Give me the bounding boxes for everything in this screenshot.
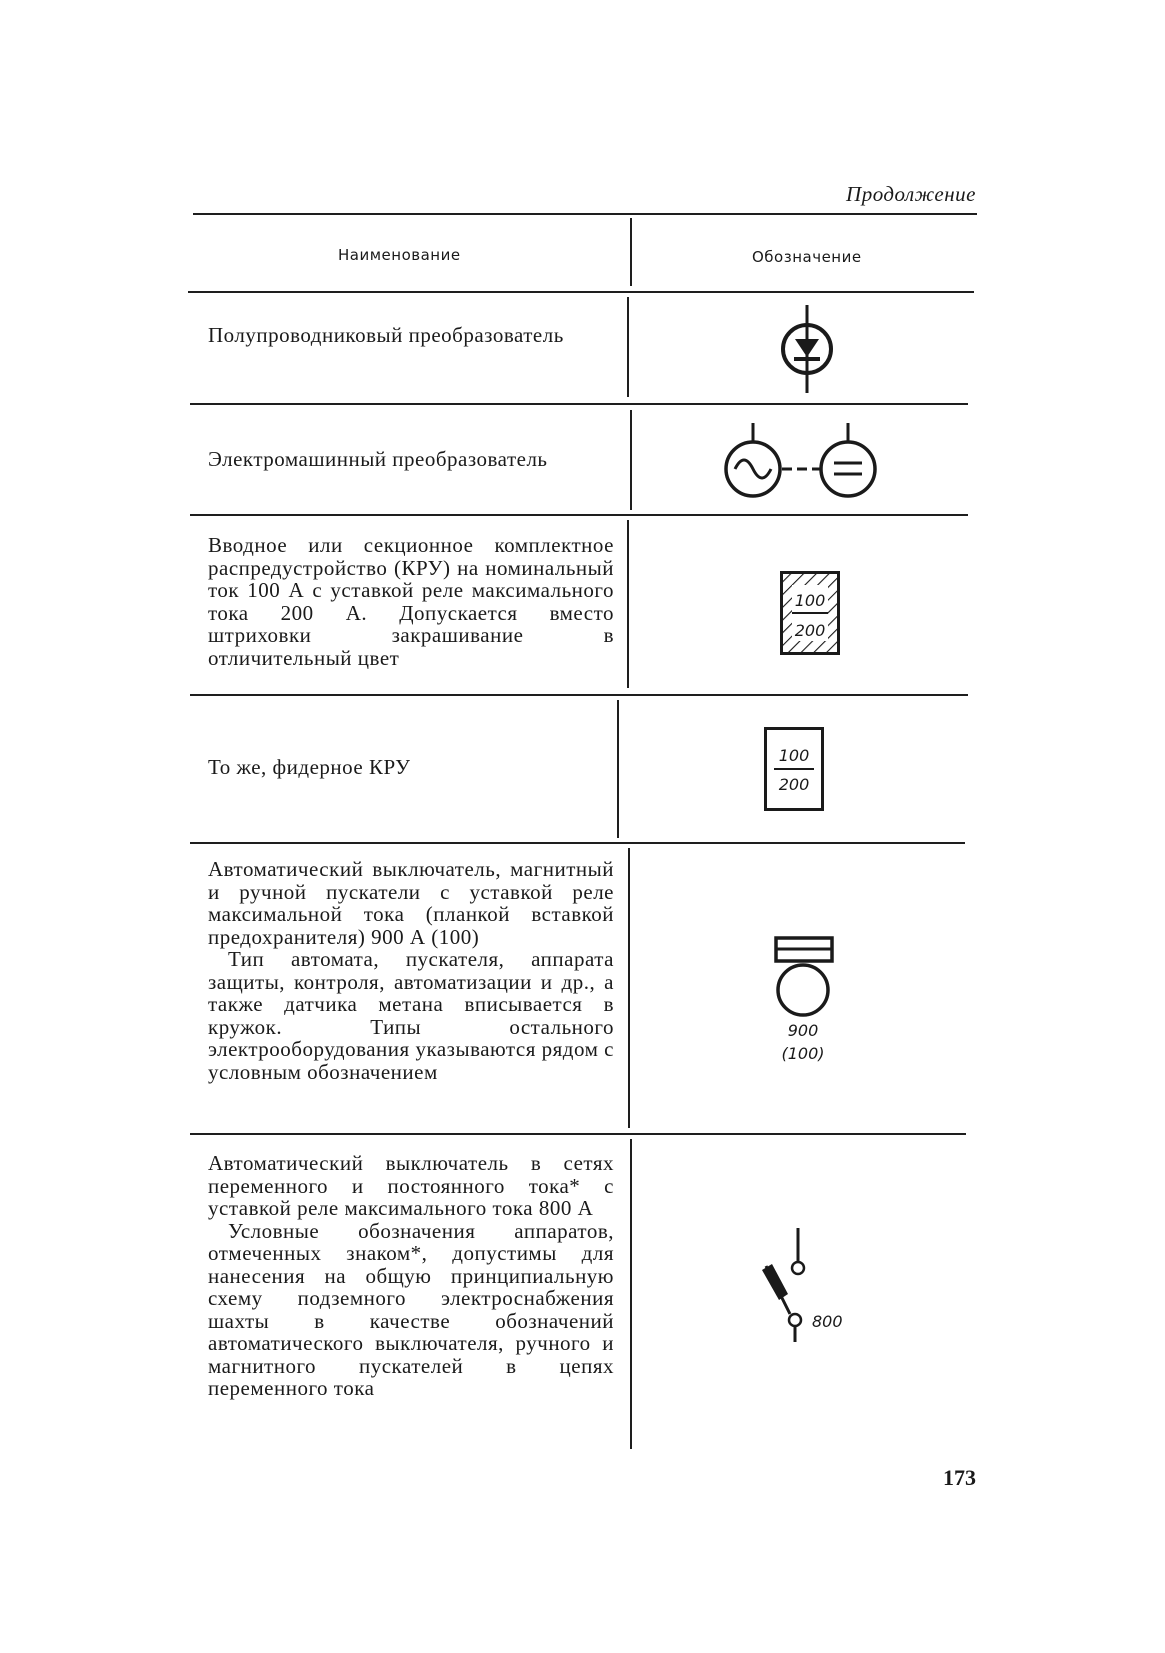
- row-6-divider: [630, 1139, 632, 1449]
- circuit-breaker-symbol: [768, 936, 840, 1066]
- circuit-breaker-fuse: (100): [781, 1044, 825, 1063]
- row-4-name: [208, 756, 614, 779]
- feeder-switchgear-symbol: [764, 727, 824, 811]
- row-1-name: [208, 324, 614, 347]
- row-6-name: [208, 1152, 614, 1400]
- ac-dc-breaker-setting: 800: [812, 1312, 843, 1331]
- row-3-bottom-rule: [190, 694, 968, 696]
- row-1-name-text: Полупроводниковый преобразователь: [208, 323, 564, 347]
- continuation-label: Продолжение: [846, 182, 976, 206]
- row-4-bottom-rule: [190, 842, 965, 844]
- row-4-divider: [617, 700, 619, 838]
- ac-dc-breaker-symbol: [758, 1228, 868, 1342]
- input-switchgear-current: 100: [794, 591, 826, 610]
- row-6-name-para-1: Автоматический выключатель в сетях переменного и постоянного тока* с уставкой реле максимального тока 800 А: [208, 1151, 614, 1220]
- row-2-bottom-rule: [190, 514, 968, 516]
- row-2-name: [208, 448, 614, 471]
- row-6-name-para-2: Условные обозначения аппаратов, отмеченных знаком*, допустимы для нанесения на общую принципиальную схему подземного электроснабжения шахты в качестве обозначений автоматического выключателя, ручного и магнитного пускателей в цепях переменного тока: [208, 1218, 614, 1400]
- input-switchgear-symbol: [780, 571, 840, 655]
- table-top-rule: [193, 213, 977, 215]
- electromachine-converter-symbol: [724, 423, 884, 499]
- row-3-divider: [627, 520, 629, 688]
- row-4-name-text: То же, фидерное КРУ: [208, 755, 411, 779]
- feeder-switchgear-setting: 200: [778, 775, 810, 794]
- row-2-name-text: Электромашинный преобразователь: [208, 447, 548, 471]
- page-number: 173: [943, 1465, 976, 1490]
- row-5-bottom-rule: [190, 1133, 966, 1135]
- semiconductor-converter-symbol: [775, 305, 839, 393]
- header-divider: [630, 218, 632, 286]
- row-2-divider: [630, 410, 632, 510]
- row-5-name: [208, 858, 614, 1083]
- column-header-symbol: Обозначение: [752, 248, 862, 266]
- circuit-breaker-setting: 900: [787, 1021, 819, 1040]
- row-1-divider: [627, 297, 629, 397]
- column-header-name: Наименование: [338, 246, 461, 264]
- row-5-name-para-2: Тип автомата, пускателя, аппарата защиты, контроля, автоматизации и др., а также датчика метана вписывается в кружок. Типы остального электрооборудования указываются рядом с условным обозначением: [208, 947, 614, 1084]
- row-1-bottom-rule: [190, 403, 968, 405]
- header-bottom-rule: [188, 291, 974, 293]
- feeder-switchgear-current: 100: [778, 746, 810, 765]
- row-3-name-text: Вводное или секционное комплектное распредустройство (КРУ) на номинальный ток 100 А с уставкой реле максимального тока 200 А. Допускается вместо штриховки закрашивание в отличительный цвет: [208, 533, 614, 670]
- input-switchgear-setting: 200: [794, 621, 826, 640]
- row-3-name: [208, 534, 614, 669]
- row-5-name-para-1: Автоматический выключатель, магнитный и ручной пускатели с уставкой реле максимальной тока (планкой вставкой предохранителя) 900 А (100): [208, 857, 614, 949]
- row-5-divider: [628, 848, 630, 1128]
